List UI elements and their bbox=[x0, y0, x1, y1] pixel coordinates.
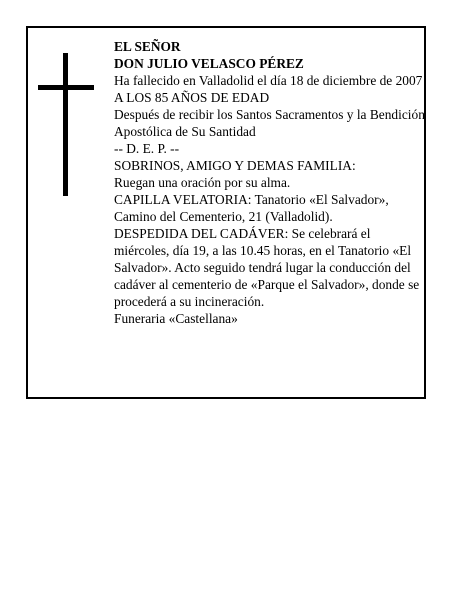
sacraments-line: Después de recibir los Santos Sacramentos y la Bendición Apostólica de Su Santidad bbox=[114, 107, 425, 139]
notice-title: EL SEÑOR bbox=[114, 39, 181, 54]
cross-horizontal-bar bbox=[38, 85, 94, 90]
obituary-text bbox=[114, 38, 426, 327]
age-line: A LOS 85 AÑOS DE EDAD bbox=[114, 90, 270, 105]
prayer-line: Ruegan una oración por su alma. bbox=[114, 175, 291, 190]
death-info: Ha fallecido en Valladolid el día 18 de diciembre de 2007 bbox=[114, 73, 423, 88]
farewell-info: DESPEDIDA DEL CADÁVER: Se celebrará el miércoles, día 19, a las 10.45 horas, en el Tanatorio «El Salvador». Acto seguido tendrá lugar la conducción del cadáver al cementerio de «Parque el Salvador», donde se procederá a su incineración. bbox=[114, 226, 420, 309]
deceased-name: DON JULIO VELASCO PÉREZ bbox=[114, 56, 304, 71]
funeral-home: Funeraria «Castellana» bbox=[114, 311, 238, 326]
family-line: SOBRINOS, AMIGO Y DEMAS FAMILIA: bbox=[114, 158, 356, 173]
cross-vertical-bar bbox=[63, 53, 68, 196]
chapel-info: CAPILLA VELATORIA: Tanatorio «El Salvador», Camino del Cementerio, 21 (Valladolid). bbox=[114, 192, 389, 224]
rip-line: -- D. E. P. -- bbox=[114, 141, 180, 156]
